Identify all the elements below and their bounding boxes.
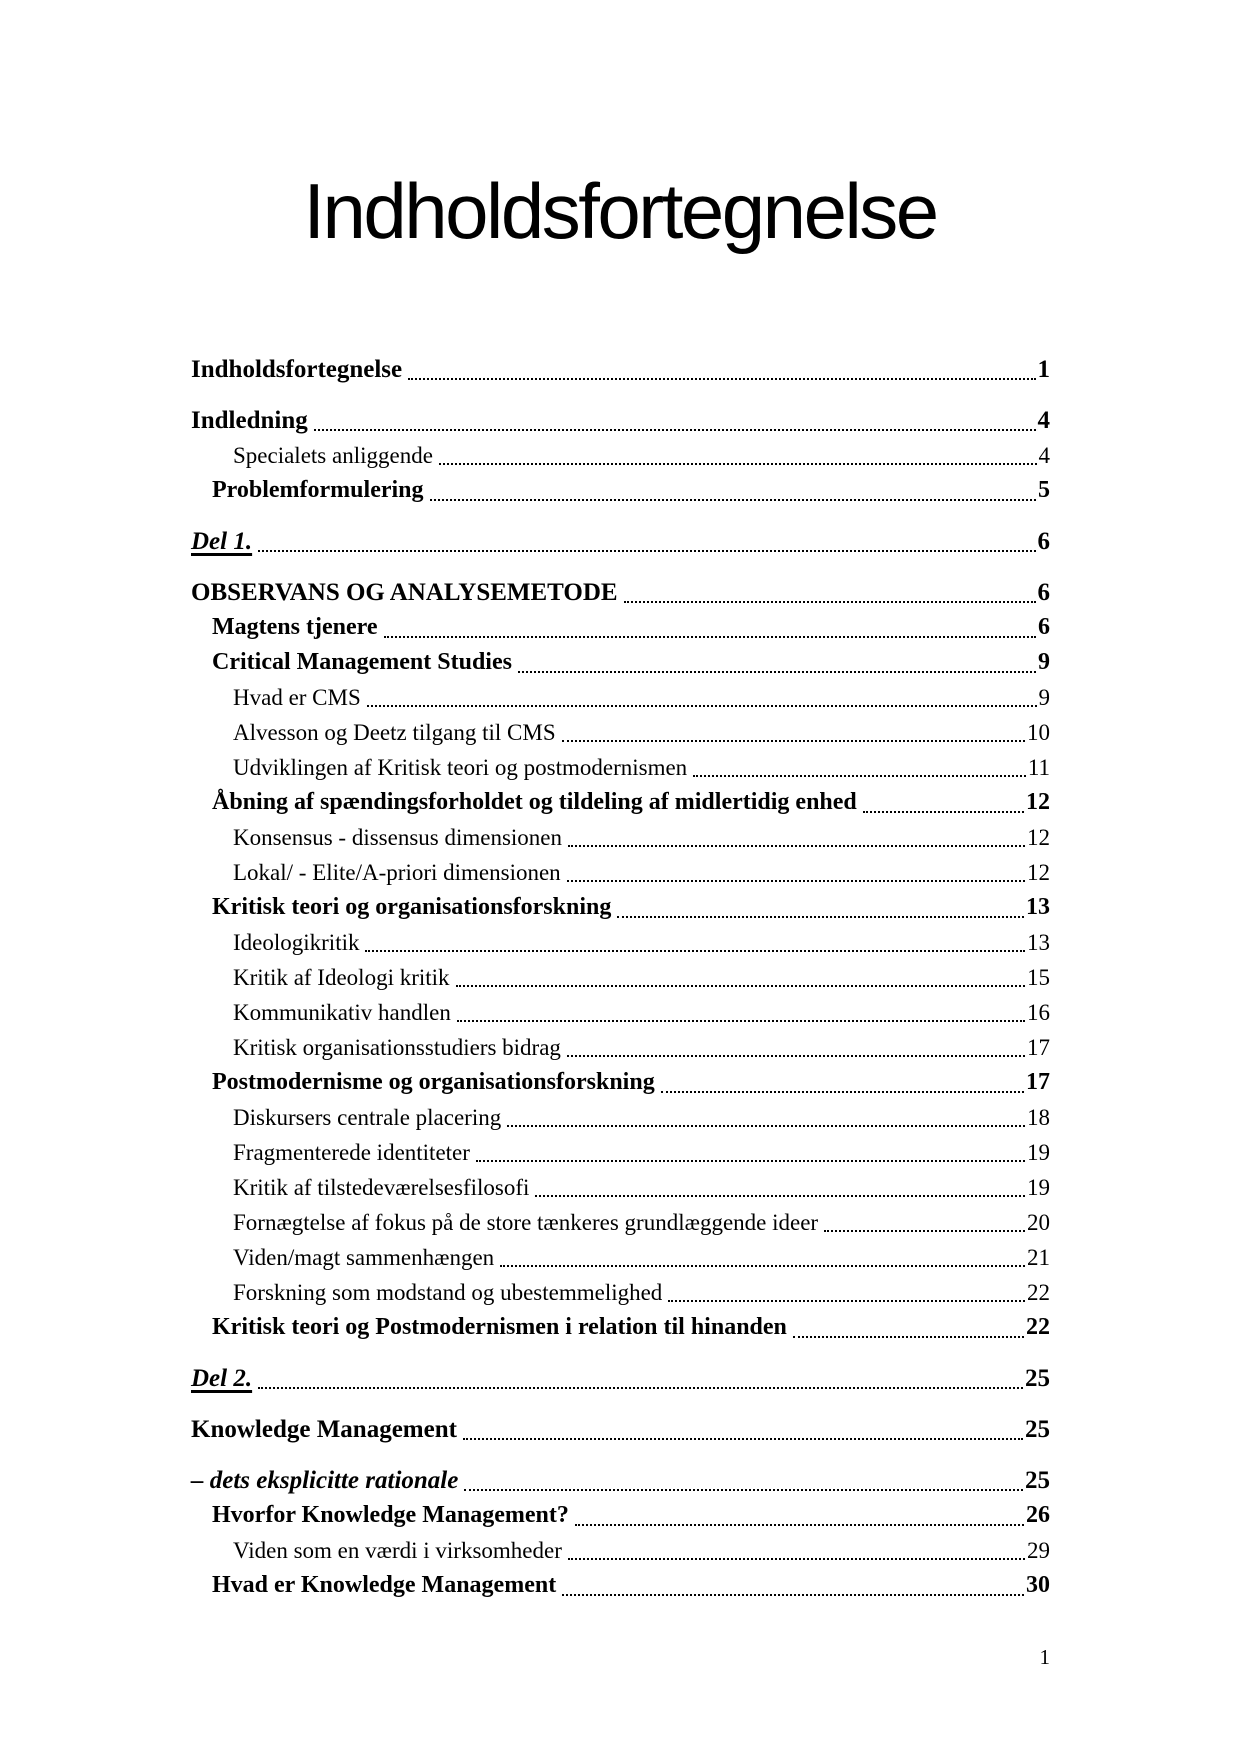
toc-entry[interactable] xyxy=(212,1498,1050,1533)
toc-entry-label[interactable]: Kritisk teori og organisationsforskning xyxy=(212,894,612,920)
toc-entry-page: 9 xyxy=(1038,685,1050,710)
toc-entry-label[interactable]: Fornægtelse af fokus på de store tænkeres grundlæggende ideer xyxy=(233,1210,819,1235)
toc-entry[interactable] xyxy=(212,1568,1050,1603)
toc-entry[interactable] xyxy=(233,1240,1050,1275)
toc-entry-page: 17 xyxy=(1026,1069,1050,1095)
toc-entry[interactable] xyxy=(233,855,1050,890)
dot-leader xyxy=(384,636,1037,638)
toc-entry[interactable] xyxy=(212,645,1050,680)
dot-leader xyxy=(476,1160,1025,1162)
toc-entry-label[interactable]: – dets eksplicitte rationale xyxy=(191,1467,459,1494)
toc-entry[interactable] xyxy=(233,1135,1050,1170)
toc-entry-label[interactable]: Konsensus - dissensus dimensionen xyxy=(233,825,563,850)
toc-entry-page: 25 xyxy=(1025,1365,1050,1392)
toc-entry-label[interactable]: Alvesson og Deetz tilgang til CMS xyxy=(233,720,556,745)
toc-entry-label[interactable]: Viden som en værdi i virksomheder xyxy=(233,1538,562,1563)
dot-leader xyxy=(500,1265,1025,1267)
toc-entry[interactable] xyxy=(191,1361,1050,1396)
toc-entry[interactable] xyxy=(191,403,1050,438)
toc-entry-page: 19 xyxy=(1027,1175,1050,1200)
toc-entry-label[interactable]: Åbning af spændingsforholdet og tildeling af midlertidig enhed xyxy=(212,789,857,815)
dot-leader xyxy=(464,1489,1023,1491)
toc-entry-label[interactable]: Critical Management Studies xyxy=(212,649,512,675)
dot-leader xyxy=(624,601,1036,603)
toc-entry-label[interactable]: Ideologikritik xyxy=(233,930,360,955)
toc-entry[interactable] xyxy=(233,995,1050,1030)
dot-leader xyxy=(258,550,1035,552)
dot-leader xyxy=(258,1387,1023,1389)
toc-entry-page: 25 xyxy=(1025,1416,1050,1443)
toc-entry[interactable] xyxy=(233,1100,1050,1135)
toc-entry-label[interactable]: Kritik af tilstedeværelsesfilosofi xyxy=(233,1175,530,1200)
dot-leader xyxy=(568,845,1025,847)
toc-entry-label[interactable]: Hvorfor Knowledge Management? xyxy=(212,1502,569,1528)
toc-entry-label[interactable]: Del 2. xyxy=(191,1365,253,1392)
toc-entry-page: 1 xyxy=(1037,356,1050,383)
dot-leader xyxy=(430,499,1036,501)
toc-entry[interactable] xyxy=(233,820,1050,855)
toc-entry-page: 6 xyxy=(1037,579,1050,606)
dot-leader xyxy=(314,429,1036,431)
toc-entry[interactable] xyxy=(191,524,1050,559)
toc-entry[interactable] xyxy=(233,715,1050,750)
dot-leader xyxy=(365,950,1025,952)
table-of-contents xyxy=(191,352,1050,1603)
dot-leader xyxy=(793,1336,1024,1338)
dot-leader xyxy=(518,671,1036,673)
toc-entry-label[interactable]: Magtens tjenere xyxy=(212,614,378,640)
toc-entry-page: 25 xyxy=(1025,1467,1050,1494)
toc-entry-page: 9 xyxy=(1038,649,1050,675)
toc-entry[interactable] xyxy=(191,1412,1050,1447)
dot-leader xyxy=(824,1230,1025,1232)
dot-leader xyxy=(568,1558,1025,1560)
toc-entry[interactable] xyxy=(233,1030,1050,1065)
toc-entry-label[interactable]: Kommunikativ handlen xyxy=(233,1000,451,1025)
toc-entry-page: 21 xyxy=(1027,1245,1050,1270)
toc-entry-page: 26 xyxy=(1026,1502,1050,1528)
dot-leader xyxy=(617,916,1024,918)
toc-entry[interactable] xyxy=(191,1463,1050,1498)
toc-entry[interactable] xyxy=(233,1275,1050,1310)
dot-leader xyxy=(463,1438,1023,1440)
toc-entry-page: 29 xyxy=(1027,1538,1050,1563)
toc-entry-label[interactable]: Fragmenterede identiteter xyxy=(233,1140,470,1165)
toc-entry-label[interactable]: Diskursers centrale placering xyxy=(233,1105,502,1130)
dot-leader xyxy=(408,378,1035,380)
dot-leader xyxy=(507,1125,1025,1127)
toc-entry-page: 19 xyxy=(1027,1140,1050,1165)
toc-entry-label[interactable]: Hvad er CMS xyxy=(233,685,361,710)
toc-entry-label[interactable]: Lokal/ - Elite/A-priori dimensionen xyxy=(233,860,561,885)
dot-leader xyxy=(567,1055,1025,1057)
toc-entry-page: 22 xyxy=(1026,1314,1050,1340)
toc-entry-label[interactable]: Indledning xyxy=(191,407,308,434)
toc-entry-label[interactable]: Knowledge Management xyxy=(191,1416,457,1443)
toc-entry-page: 4 xyxy=(1037,407,1050,434)
toc-entry-page: 12 xyxy=(1026,789,1050,815)
toc-entry-label[interactable]: Kritisk organisationsstudiers bidrag xyxy=(233,1035,561,1060)
toc-entry-page: 4 xyxy=(1038,443,1050,468)
toc-entry[interactable] xyxy=(212,1310,1050,1345)
dot-leader xyxy=(562,1594,1024,1596)
toc-entry-page: 5 xyxy=(1038,477,1050,503)
toc-entry[interactable] xyxy=(212,473,1050,508)
dot-leader xyxy=(367,705,1037,707)
toc-entry[interactable] xyxy=(233,438,1050,473)
toc-entry[interactable] xyxy=(233,750,1050,785)
toc-entry[interactable] xyxy=(212,890,1050,925)
toc-entry-label[interactable]: Kritisk teori og Postmodernismen i relation til hinanden xyxy=(212,1314,787,1340)
toc-entry-page: 13 xyxy=(1026,894,1050,920)
dot-leader xyxy=(693,775,1026,777)
toc-entry-page: 15 xyxy=(1027,965,1050,990)
dot-leader xyxy=(567,880,1025,882)
toc-entry-label[interactable]: Udviklingen af Kritisk teori og postmodernismen xyxy=(233,755,688,780)
toc-entry-label[interactable]: Del 1. xyxy=(191,528,253,555)
toc-entry-page: 13 xyxy=(1027,930,1050,955)
toc-entry-label[interactable]: Hvad er Knowledge Management xyxy=(212,1572,557,1598)
toc-entry[interactable] xyxy=(233,1205,1050,1240)
toc-entry-page: 6 xyxy=(1038,614,1050,640)
toc-entry[interactable] xyxy=(191,575,1050,610)
toc-entry[interactable] xyxy=(233,680,1050,715)
dot-leader xyxy=(863,811,1024,813)
toc-entry-label[interactable]: Kritik af Ideologi kritik xyxy=(233,965,450,990)
dot-leader xyxy=(439,463,1037,465)
toc-entry-label[interactable]: Postmodernisme og organisationsforskning xyxy=(212,1069,655,1095)
toc-entry[interactable] xyxy=(233,1533,1050,1568)
dot-leader xyxy=(562,740,1025,742)
dot-leader xyxy=(668,1300,1025,1302)
toc-entry[interactable] xyxy=(212,1065,1050,1100)
toc-entry[interactable] xyxy=(212,610,1050,645)
toc-entry[interactable] xyxy=(191,352,1050,387)
toc-entry-page: 18 xyxy=(1027,1105,1050,1130)
dot-leader xyxy=(575,1524,1024,1526)
toc-entry-label[interactable]: Indholdsfortegnelse xyxy=(191,356,403,383)
dot-leader xyxy=(456,985,1025,987)
dot-leader xyxy=(661,1091,1024,1093)
toc-entry-page: 10 xyxy=(1027,720,1050,745)
toc-entry-label[interactable]: Viden/magt sammenhængen xyxy=(233,1245,495,1270)
toc-entry-page: 11 xyxy=(1027,755,1050,780)
toc-entry-label[interactable]: OBSERVANS OG ANALYSEMETODE xyxy=(191,579,618,606)
toc-entry-page: 17 xyxy=(1027,1035,1050,1060)
toc-entry-page: 16 xyxy=(1027,1000,1050,1025)
dot-leader xyxy=(457,1020,1025,1022)
toc-entry-page: 22 xyxy=(1027,1280,1050,1305)
dot-leader xyxy=(535,1195,1025,1197)
toc-entry-label[interactable]: Specialets anliggende xyxy=(233,443,433,468)
toc-entry-page: 12 xyxy=(1027,825,1050,850)
toc-entry[interactable] xyxy=(233,925,1050,960)
toc-entry[interactable] xyxy=(233,1170,1050,1205)
page-title: Indholdsfortegnelse xyxy=(303,167,937,255)
toc-entry-page: 12 xyxy=(1027,860,1050,885)
toc-entry[interactable] xyxy=(212,785,1050,820)
toc-entry-label[interactable]: Problemformulering xyxy=(212,477,424,503)
toc-entry[interactable] xyxy=(233,960,1050,995)
toc-entry-label[interactable]: Forskning som modstand og ubestemmelighed xyxy=(233,1280,663,1305)
toc-entry-page: 20 xyxy=(1027,1210,1050,1235)
toc-entry-page: 6 xyxy=(1037,528,1050,555)
footer-page-number: 1 xyxy=(1039,1645,1050,1669)
toc-entry-page: 30 xyxy=(1026,1572,1050,1598)
